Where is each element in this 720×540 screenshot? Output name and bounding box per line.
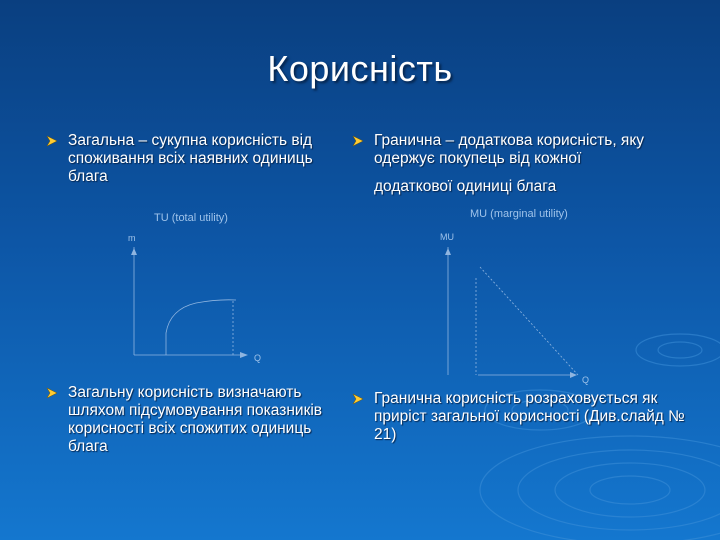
bullet-text-line2: одержує покупець від кожної	[374, 150, 582, 167]
bullet-text-line3: додаткової одиниці блага	[374, 178, 557, 195]
total-utility-chart	[118, 205, 278, 375]
arrowhead-bullet-icon	[352, 393, 364, 405]
x-axis-arrow-icon	[240, 352, 248, 358]
total-utility-curve	[166, 300, 236, 355]
bullet-total-utility-calc	[68, 384, 353, 456]
bullet-text: Гранична корисність розраховується як приріст загальної корисності (Див.слайд № 21)	[374, 390, 685, 443]
chart-title: TU (total utility)	[154, 212, 228, 224]
bullet-text-line1: Гранична – додаткова корисність, яку	[374, 132, 645, 149]
y-axis-label: MU	[440, 232, 454, 242]
bullet-text: Загальну корисність визначають шляхом підсумовування показників корисності всіх спожитих одиниць блага	[68, 384, 323, 455]
y-axis-label: m	[128, 233, 136, 243]
marginal-utility-line	[480, 267, 578, 375]
arrowhead-bullet-icon	[46, 387, 58, 399]
x-axis-label: Q	[254, 353, 262, 363]
y-axis-arrow-icon	[445, 248, 451, 255]
x-axis-arrow-icon	[570, 372, 577, 378]
y-axis-arrow-icon	[131, 248, 137, 255]
bullet-total-utility	[68, 132, 343, 186]
arrowhead-bullet-icon	[352, 135, 364, 147]
bullet-text: Загальна – сукупна корисність від споживання всіх наявних одиниць блага	[68, 132, 313, 185]
x-axis-label: Q	[582, 375, 590, 385]
arrowhead-bullet-icon	[46, 135, 58, 147]
marginal-utility-chart	[430, 203, 610, 388]
bullet-marginal-utility-calc	[374, 390, 694, 444]
bullet-marginal-utility	[374, 132, 694, 196]
slide-title: Корисність	[267, 48, 453, 89]
chart-title: MU (marginal utility)	[470, 208, 568, 220]
